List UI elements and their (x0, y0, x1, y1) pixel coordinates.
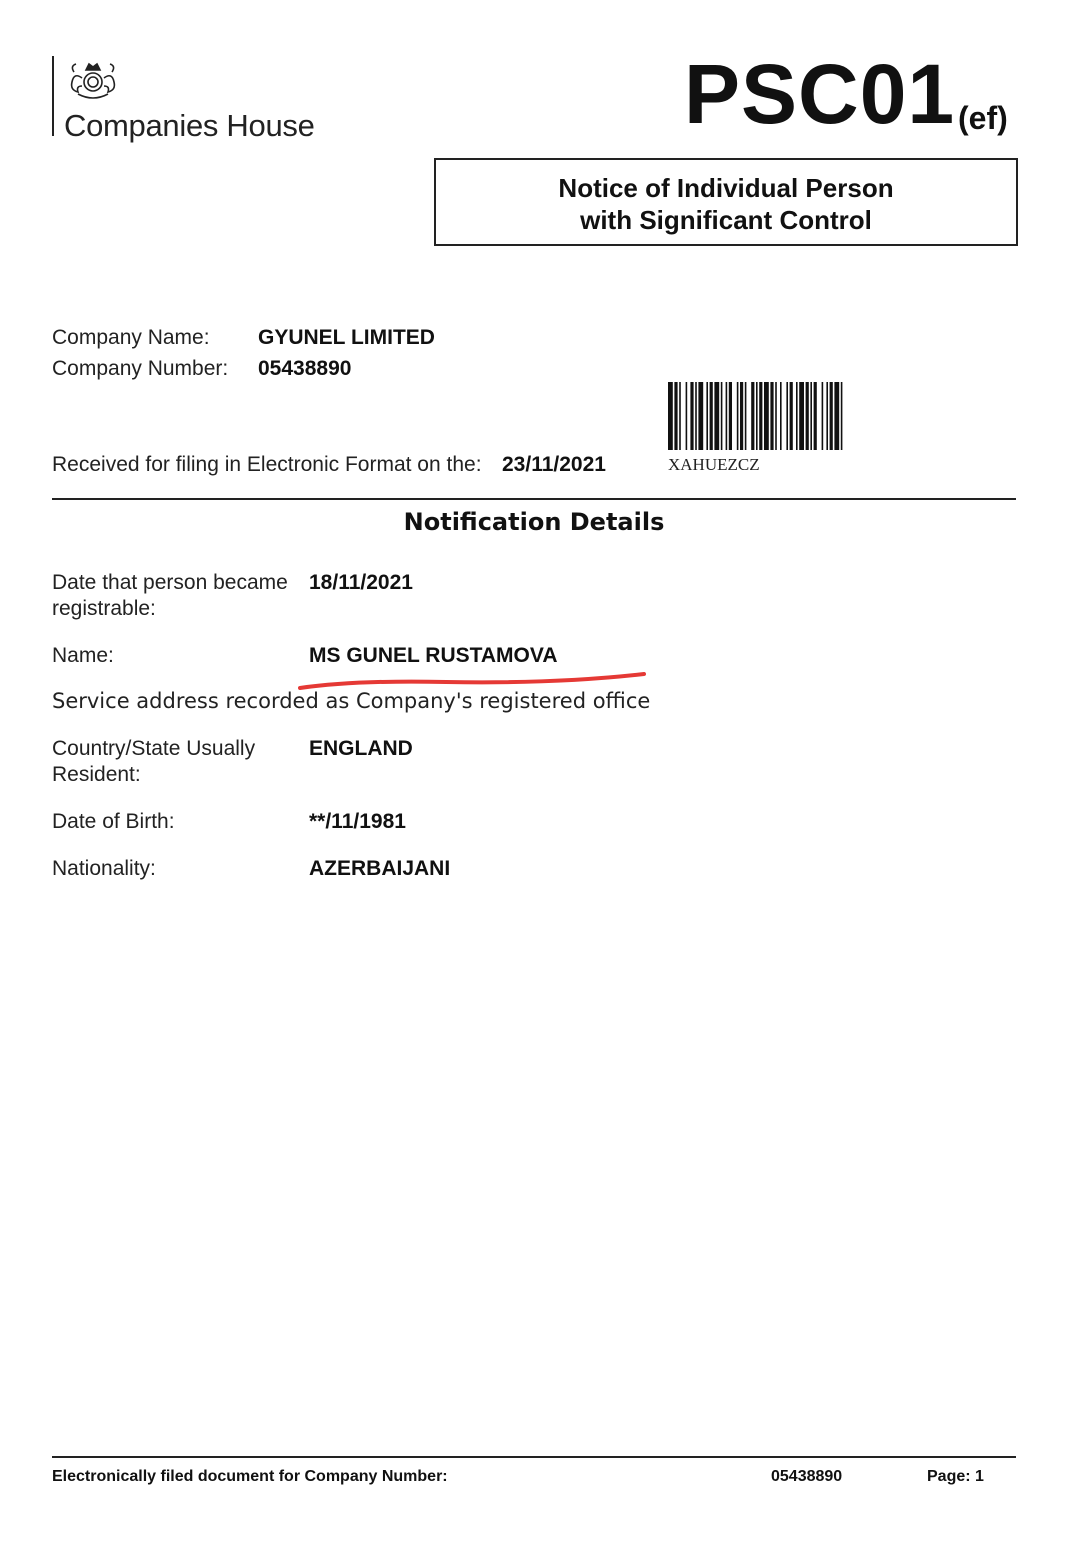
residence-value: ENGLAND (309, 737, 413, 760)
form-title-box (434, 158, 1018, 246)
company-number-value: 05438890 (258, 357, 352, 380)
received-date: 23/11/2021 (502, 453, 606, 476)
company-name-label: Company Name: (52, 326, 210, 349)
section-title: Notification Details (403, 508, 665, 536)
residence-label-1: Country/State Usually (52, 737, 256, 760)
date-registrable-label-1: Date that person became (52, 571, 288, 594)
received-label: Received for filing in Electronic Format on the: (52, 453, 482, 476)
logo-divider (52, 56, 54, 136)
service-address-note: Service address recorded as Company's registered office (52, 689, 651, 713)
residence-label-2: Resident: (52, 763, 141, 786)
company-name-value: GYUNEL LIMITED (258, 326, 435, 349)
date-registrable-label-2: registrable: (52, 597, 156, 620)
footer-rule (52, 1456, 1016, 1458)
header-rule (52, 498, 1016, 500)
form-title-line-1: Notice of Individual Person (558, 173, 894, 203)
date-registrable-value: 18/11/2021 (309, 571, 413, 594)
person-name-value: MS GUNEL RUSTAMOVA (309, 644, 558, 667)
barcode-text: XAHUEZCZ (668, 455, 760, 474)
royal-coat-of-arms-icon (64, 58, 122, 104)
footer-company-number: 05438890 (771, 1468, 843, 1485)
barcode (668, 382, 1006, 450)
dob-value: **/11/1981 (309, 810, 406, 833)
organisation-name: Companies House (64, 108, 315, 143)
form-suffix: (ef) (958, 100, 1008, 136)
nationality-label: Nationality: (52, 857, 156, 880)
form-code: PSC01 (684, 47, 956, 141)
footer-page-number: Page: 1 (927, 1468, 984, 1485)
footer-filed-label: Electronically filed document for Company Number: (52, 1468, 448, 1485)
dob-label: Date of Birth: (52, 810, 175, 833)
nationality-value: AZERBAIJANI (309, 857, 451, 880)
form-title-line-2: with Significant Control (580, 205, 872, 235)
company-number-label: Company Number: (52, 357, 229, 380)
person-name-label: Name: (52, 644, 114, 667)
